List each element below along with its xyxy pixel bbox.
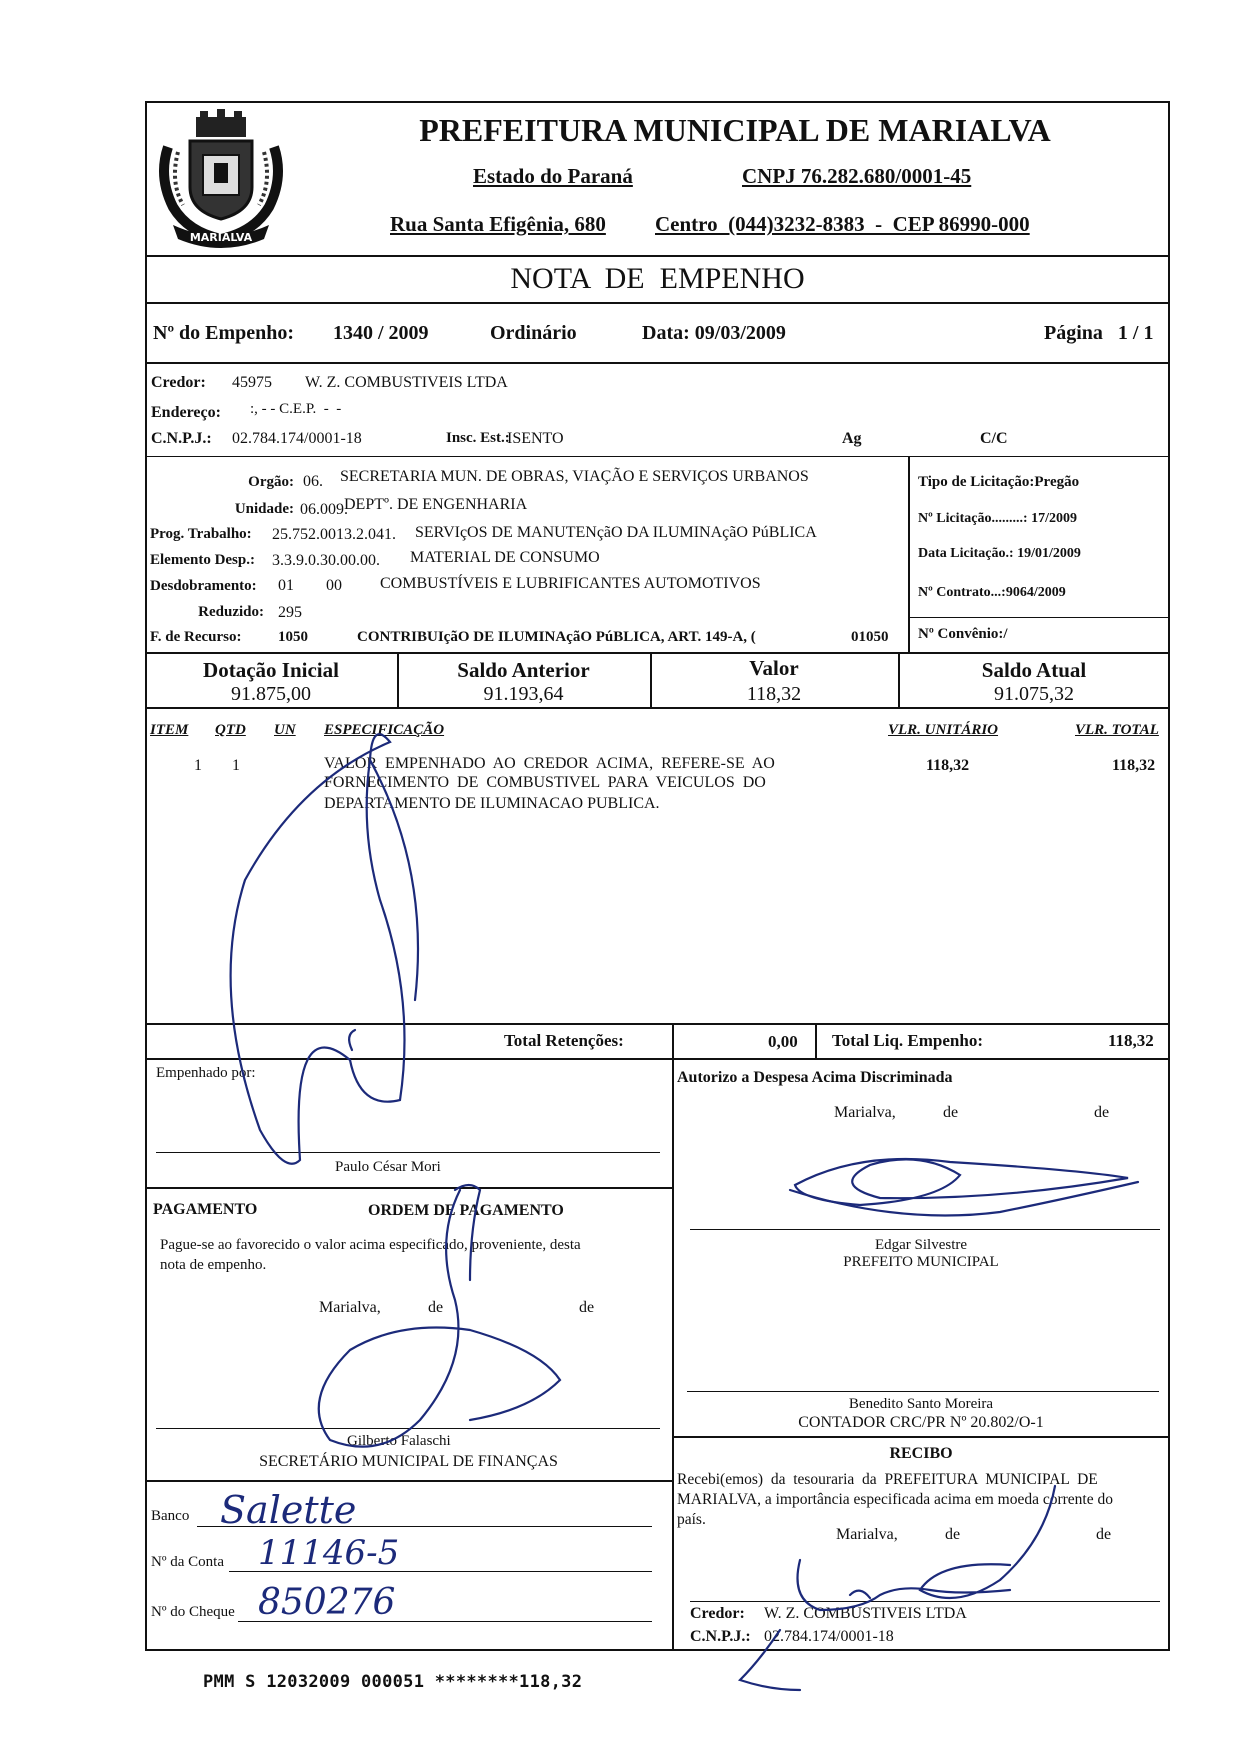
recibo-place: Marialva, (836, 1526, 898, 1543)
address-value: :, - - C.E.P. - - (250, 401, 342, 417)
reduz-label: Reduzido: (198, 604, 264, 620)
footer-stamp: PMM S 12032009 000051 ********118,32 (203, 1672, 583, 1692)
credor-label: Credor: (151, 374, 206, 391)
item-unit-value: 118,32 (926, 757, 970, 774)
doc-title: NOTA DE EMPENHO (510, 262, 805, 295)
valor-label: Valor (749, 656, 799, 680)
secretario-name: Gilberto Falaschi (347, 1433, 451, 1449)
item-spec-line-3: DEPARTAMENTO DE ILUMINACAO PUBLICA. (324, 795, 660, 812)
pagamento-de-2: de (579, 1299, 595, 1316)
pagamento-text-1: Pague-se ao favorecido o valor acima especificado, proveniente, desta (160, 1237, 581, 1253)
secretario-role: SECRETÁRIO MUNICIPAL DE FINANÇAS (259, 1453, 558, 1470)
autorizo-de-2: de (1094, 1104, 1110, 1121)
empenho-type: Ordinário (490, 322, 577, 344)
cheque-label: Nº do Cheque (151, 1604, 235, 1620)
recibo-credor-name: W. Z. COMBUSTIVEIS LTDA (764, 1605, 967, 1622)
recibo-de-1: de (945, 1526, 961, 1543)
col-header-qtd: QTD (215, 722, 246, 738)
desd-name: COMBUSTÍVEIS E LUBRIFICANTES AUTOMOTIVOS (380, 575, 761, 592)
empenhado-label: Empenhado por: (156, 1065, 256, 1081)
item-qtd: 1 (232, 757, 240, 774)
reduz-value: 295 (278, 604, 302, 621)
recibo-credor-label: Credor: (690, 1605, 745, 1622)
recibo-text-2: MARIALVA, a importância especificada acima em moeda corrente do (677, 1491, 1113, 1508)
empenhado-name: Paulo César Mori (335, 1159, 441, 1175)
empenho-number: 1340 / 2009 (333, 322, 429, 344)
orgao-label: Orgão: (248, 474, 294, 490)
liq-label: Total Liq. Empenho: (832, 1031, 983, 1050)
state-label: Estado do Paraná (473, 164, 633, 188)
saldo-atual-label: Saldo Atual (981, 658, 1087, 682)
item-number: 1 (194, 757, 202, 774)
credor-code: 45975 (232, 374, 272, 391)
item-spec-line-2: FORNECIMENTO DE COMBUSTIVEL PARA VEICULOS DO (324, 774, 766, 791)
insc-value: ISENTO (507, 430, 564, 447)
numero-convenio: Nº Convênio:/ (918, 626, 1008, 642)
orgao-name: SECRETARIA MUN. DE OBRAS, VIAÇÃO E SERVIÇOS URBANOS (340, 468, 809, 485)
pagamento-place: Marialva, (319, 1299, 381, 1316)
col-header-unitario: VLR. UNITÁRIO (888, 722, 999, 738)
empenho-number-label: Nº do Empenho: (153, 322, 295, 344)
desd-code-1: 01 (278, 577, 294, 594)
elem-code: 3.3.9.0.30.00.00. (272, 552, 380, 569)
cnpj-credor-label: C.N.P.J.: (151, 430, 212, 447)
fonte-label: F. de Recurso: (150, 629, 242, 645)
street-label: Rua Santa Efigênia, 680 (390, 212, 606, 236)
data-licitacao: Data Licitação.: 19/01/2009 (918, 546, 1081, 561)
unidade-label: Unidade: (234, 501, 294, 517)
desd-label: Desdobramento: (150, 578, 257, 594)
contador-role: CONTADOR CRC/PR Nº 20.802/O-1 (798, 1414, 1044, 1431)
insc-label: Insc. Est.: (446, 430, 510, 446)
page-number: Página 1 / 1 (1044, 322, 1154, 344)
prefeito-name: Edgar Silvestre (874, 1237, 968, 1253)
fonte-name: CONTRIBUIçãO DE ILUMINAçãO PúBLICA, ART. 149-A, ( (357, 629, 756, 645)
fonte-code-2: 01050 (851, 629, 889, 645)
col-header-un: UN (274, 722, 296, 738)
liq-value: 118,32 (1108, 1031, 1154, 1050)
pagamento-text-2: nota de empenho. (160, 1257, 267, 1273)
orgao-code: 06. (303, 473, 323, 490)
empenho-date: Data: 09/03/2009 (642, 322, 786, 344)
recibo-de-2: de (1096, 1526, 1112, 1543)
numero-contrato: Nº Contrato...:9064/2009 (918, 585, 1066, 600)
fonte-code: 1050 (278, 629, 308, 645)
elem-name: MATERIAL DE CONSUMO (410, 549, 600, 566)
saldo-anterior-label: Saldo Anterior (457, 658, 590, 682)
prog-code: 25.752.0013.2.041. (272, 526, 396, 543)
recibo-text-3: país. (677, 1511, 706, 1528)
pagamento-de-1: de (428, 1299, 444, 1316)
unidade-name: DEPTº. DE ENGENHARIA (344, 496, 528, 513)
desd-code-2: 00 (326, 577, 342, 594)
tipo-licitacao: Tipo de Licitação:Pregão (918, 474, 1080, 490)
recibo-cnpj-value: 02.784.174/0001-18 (764, 1628, 894, 1645)
item-spec-line-1: VALOR EMPENHADO AO CREDOR ACIMA, REFERE-SE AO (324, 755, 775, 772)
retencoes-value: 0,00 (768, 1032, 798, 1051)
retencoes-label: Total Retenções: (504, 1031, 624, 1050)
numero-licitacao: Nº Licitação.........: 17/2009 (918, 511, 1077, 526)
autorizo-label: Autorizo a Despesa Acima Discriminada (677, 1069, 953, 1086)
dotacao-value: 91.875,00 (231, 683, 311, 705)
district-phone-cep: Centro (044)3232-8383 - CEP 86990-000 (655, 212, 1030, 236)
svg-text:MARIALVA: MARIALVA (189, 231, 253, 244)
prog-name: SERVIçOS DE MANUTENçãO DA ILUMINAçãO PúBLICA (415, 524, 817, 541)
col-header-especificacao: ESPECIFICAÇÃO (324, 722, 445, 738)
autorizo-de-1: de (943, 1104, 959, 1121)
cnpj-label: CNPJ 76.282.680/0001-45 (742, 164, 972, 188)
cheque-handwritten: 850276 (258, 1582, 396, 1623)
autorizo-place: Marialva, (834, 1104, 896, 1121)
prefeito-role: PREFEITO MUNICIPAL (843, 1254, 999, 1270)
unidade-code: 06.009. (300, 501, 348, 518)
banco-handwritten: Salette (220, 1488, 357, 1532)
recibo-label: RECIBO (889, 1445, 953, 1462)
credor-name: W. Z. COMBUSTIVEIS LTDA (305, 374, 508, 391)
banco-label: Banco (151, 1508, 190, 1524)
conta-label: Nº da Conta (151, 1554, 224, 1570)
conta-handwritten: 11146-5 (258, 1533, 400, 1573)
contador-name: Benedito Santo Moreira (848, 1396, 994, 1412)
cc-label: C/C (980, 430, 1008, 447)
saldo-atual-value: 91.075,32 (994, 683, 1074, 705)
cnpj-credor-value: 02.784.174/0001-18 (232, 430, 362, 447)
pagamento-label: PAGAMENTO (153, 1201, 258, 1218)
page-title: PREFEITURA MUNICIPAL DE MARIALVA (419, 112, 1051, 148)
address-label: Endereço: (151, 404, 221, 421)
prog-label: Prog. Trabalho: (150, 526, 252, 542)
ordem-pagamento-label: ORDEM DE PAGAMENTO (368, 1202, 564, 1219)
item-total-value: 118,32 (1112, 757, 1156, 774)
col-header-total: VLR. TOTAL (1075, 722, 1159, 738)
col-header-item: ITEM (150, 722, 189, 738)
saldo-anterior-value: 91.193,64 (483, 683, 564, 705)
elem-label: Elemento Desp.: (150, 552, 255, 568)
recibo-text-1: Recebi(emos) da tesouraria da PREFEITURA MUNICIPAL DE (677, 1471, 1098, 1488)
dotacao-label: Dotação Inicial (203, 658, 339, 682)
valor-value: 118,32 (746, 683, 802, 705)
recibo-cnpj-label: C.N.P.J.: (690, 1628, 751, 1645)
ag-label: Ag (842, 430, 862, 447)
